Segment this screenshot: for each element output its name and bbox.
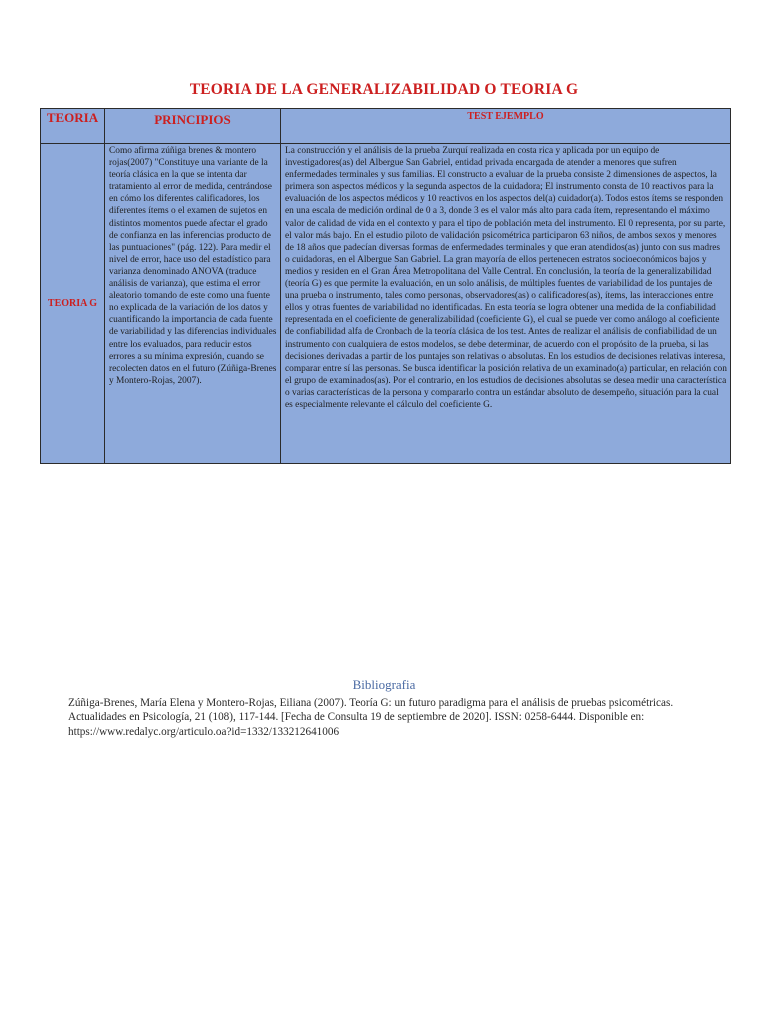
theory-table <box>40 108 731 464</box>
header-principios: PRINCIPIOS <box>105 109 281 144</box>
header-teoria: TEORIA <box>41 109 105 144</box>
bibliography-title: Bibliografia <box>352 677 416 692</box>
row-label-teoria-g: TEORIA G <box>41 144 105 464</box>
header-test-ejemplo: TEST EJEMPLO <box>281 109 731 144</box>
table-row <box>41 144 731 464</box>
test-ejemplo-cell: La construcción y el análisis de la prueba Zurquí realizada en costa rica y aplicada por un equipo de investigadores(as) del Albergue San Gabriel, entidad privada encargada de atender a menores que sufren enfermedades terminales y sus familias. El constructo a evaluar de la prueba consiste 2 dimensiones de aspectos, la primera son aspectos médicos y la segunda aspectos de la cuidadora; El instrumento consta de 10 reactivos para la evaluación de los aspectos médicos y 10 reactivos en los aspectos del(a) cuidador(a). Todos estos ítems se responden en una escala de medición ordinal de 0 a 3, donde 3 es el valor más alto para cada ítem, representando el máximo valor de calidad de vida en el contexto y para el tipo de población meta del instrumento. El 0 representa, por su parte, el valor más bajo. En el estudio piloto de validación psicométrica participaron 63 niños, de ambos sexos y menores de 18 años que padecían diversas formas de enfermedades terminales y que eran atendidos(as) junto con sus madres o cuidadoras, en el Albergue San Gabriel. La gran mayoría de ellos pertenecen estratos socioeconómicos bajos y medios y residen en el Gran Área Metropolitana del Valle Central. En conclusión, la teoría de la generalizabilidad (teoría G) es que permite la evaluación, en un solo análisis, de múltiples fuentes de variabilidad de los puntajes de una prueba o instrumento, tales como personas, observadores(as) o calificadores(as), ítems, las interacciones entre ellos y otras fuentes de variabilidad no identificadas. En esta teoría se logra obtener una medida de la confiabilidad representada en el coeficiente de generalizabilidad (coeficiente G), el cual se puede ver como análogo al coeficiente de confiabilidad alfa de Cronbach de la teoría clásica de los test. Antes de realizar el análisis de confiabilidad de un instrumento con cualquiera de estos modelos, se debe determinar, de acuerdo con el propósito de la prueba, si las decisiones derivadas a partir de los puntajes son relativas o absolutas. En los estudios de decisiones relativas interesa, comparar entre sí las personas. Se busca identificar la posición relativa de un examinado(a) particular, en relación con el grupo de examinados(as). Por el contrario, en los estudios de decisiones absolutas se desea medir una característica o varias características de la persona y compararlo contra un estándar absoluto de desempeño, situación para la cual es especialmente relevante el cálculo del coeficiente G. <box>281 144 731 464</box>
principios-cell: Como afirma zúñiga brenes & montero rojas(2007) "Constituye una variante de la teoría clásica en la que se intenta dar tratamiento al error de medida, centrándose en cómo los diferentes calificadores, los diferentes ítems o el examen de sujetos en distintos momentos puede afectar el grado de confianza en las inferencias producto de las puntuaciones" (pág. 122). Para medir el nivel de error, hace uso del estadístico para varianza denominado ANOVA (traduce análisis de varianza), que estima el error aleatorio tomando de este como una fuente no explicada de la variación de los datos y cuantificando la importancia de cada fuente de variabilidad y las diferencias individuales entre los evaluados, para reducir estos errores a su mínima expresión, cuando se recolecten datos en el futuro (Zúñiga-Brenes y Montero-Rojas, 2007). <box>105 144 281 464</box>
bibliography-entry: Zúñiga-Brenes, María Elena y Montero-Rojas, Eiliana (2007). Teoría G: un futuro paradigma para el análisis de pruebas psicométricas. Actualidades en Psicología, 21 (108), 117-144. [Fecha de Consulta 19 de septiembre de 2020]. ISSN: 0258-6444. Disponible en: https://www.redalyc.org/articulo.oa?id=1332/133212641006 <box>68 697 674 738</box>
table-header-row <box>41 109 731 144</box>
document-title: TEORIA DE LA GENERALIZABILIDAD O TEORIA G <box>189 81 579 98</box>
